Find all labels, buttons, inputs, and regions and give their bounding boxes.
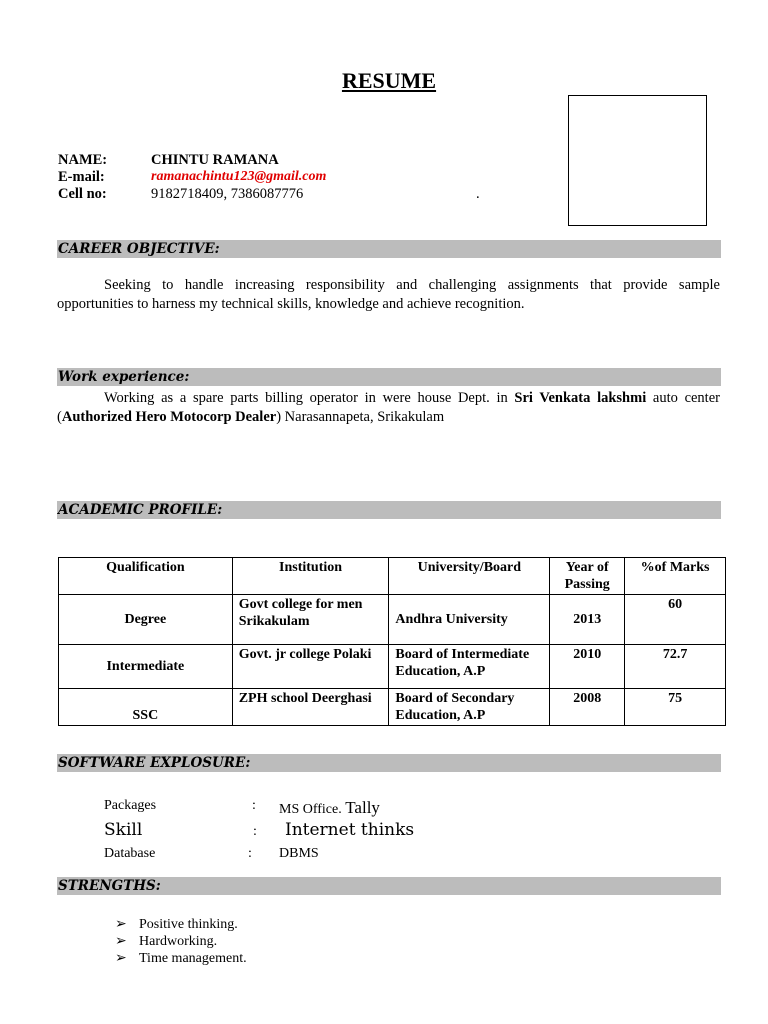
career-objective-text: Seeking to handle increasing responsibility and challenging assignments that provide sample opportunities to harness my technical skills, knowledge and achieve recognition.	[57, 277, 720, 312]
section-strengths: STRENGTHS:	[57, 877, 721, 895]
work-text-1: Working as a spare parts billing operator in were house Dept. in	[104, 390, 515, 406]
email-label: E-mail:	[58, 169, 105, 185]
strength-text: Positive thinking.	[139, 917, 238, 932]
software-label-packages: Packages	[104, 798, 157, 813]
arrow-bullet-icon: ➢	[115, 917, 127, 932]
cell-marks: 60	[625, 595, 726, 645]
strength-text: Hardworking.	[139, 934, 218, 949]
software-value-skill: Internet thinks	[285, 820, 415, 840]
arrow-bullet-icon: ➢	[115, 934, 127, 949]
cell-institution: Govt. jr college Polaki	[232, 645, 389, 689]
table-row	[59, 689, 726, 726]
resume-title: RESUME	[341, 68, 437, 93]
col-year: Year of Passing	[550, 558, 625, 595]
academic-table	[58, 557, 726, 726]
name-label: NAME:	[58, 152, 108, 168]
cell-marks: 72.7	[625, 645, 726, 689]
cell-qualification: Intermediate	[59, 645, 233, 689]
table-header-row	[59, 558, 726, 595]
work-company: Sri Venkata lakshmi	[514, 390, 647, 406]
work-experience-text	[57, 389, 720, 427]
cell-university: Board of Secondary Education, A.P	[389, 689, 550, 726]
section-software-exposure: SOFTWARE EXPLOSURE:	[57, 754, 721, 772]
packages-msoffice: MS Office.	[279, 802, 342, 817]
cell-qualification: SSC	[59, 689, 233, 726]
cell-institution: ZPH school Deerghasi	[232, 689, 389, 726]
section-academic-profile: ACADEMIC PROFILE:	[57, 501, 721, 519]
cell-year: 2010	[550, 645, 625, 689]
email-link[interactable]: ramanachintu123@gmail.com	[151, 169, 327, 184]
strength-text: Time management.	[139, 951, 247, 966]
section-work-experience: Work experience:	[57, 368, 721, 386]
software-sep: :	[248, 846, 252, 861]
list-item	[115, 916, 238, 933]
work-text-3: ) Narasannapeta, Srikakulam	[276, 409, 445, 425]
table-row	[59, 645, 726, 689]
cell-value: 9182718409, 7386087776	[151, 186, 304, 202]
col-university: University/Board	[389, 558, 550, 595]
arrow-bullet-icon: ➢	[115, 951, 127, 966]
software-value-packages	[279, 798, 380, 818]
software-label-skill: Skill	[104, 820, 143, 840]
cell-university: Board of Intermediate Education, A.P	[389, 645, 550, 689]
packages-tally: Tally	[345, 798, 380, 817]
section-career-objective: CAREER OBJECTIVE:	[57, 240, 721, 258]
trailing-dot: .	[476, 186, 480, 202]
col-marks: %of Marks	[625, 558, 726, 595]
table-row	[59, 595, 726, 645]
cell-university: Andhra University	[389, 595, 550, 645]
work-text-2: auto center (	[57, 390, 720, 425]
cell-year: 2008	[550, 689, 625, 726]
cell-qualification: Degree	[59, 595, 233, 645]
photo-placeholder	[568, 95, 707, 226]
cell-marks: 75	[625, 689, 726, 726]
work-dealer: Authorized Hero Motocorp Dealer	[61, 409, 277, 425]
list-item	[115, 933, 217, 950]
cell-label: Cell no:	[58, 186, 107, 202]
cell-institution: Govt college for men Srikakulam	[232, 595, 389, 645]
software-sep: :	[252, 798, 256, 813]
software-value-database: DBMS	[279, 846, 319, 861]
col-institution: Institution	[232, 558, 389, 595]
list-item	[115, 950, 247, 967]
software-label-database: Database	[104, 846, 156, 861]
col-qualification: Qualification	[59, 558, 233, 595]
cell-year: 2013	[550, 595, 625, 645]
software-sep: :	[253, 824, 257, 839]
name-value: CHINTU RAMANA	[151, 152, 279, 168]
